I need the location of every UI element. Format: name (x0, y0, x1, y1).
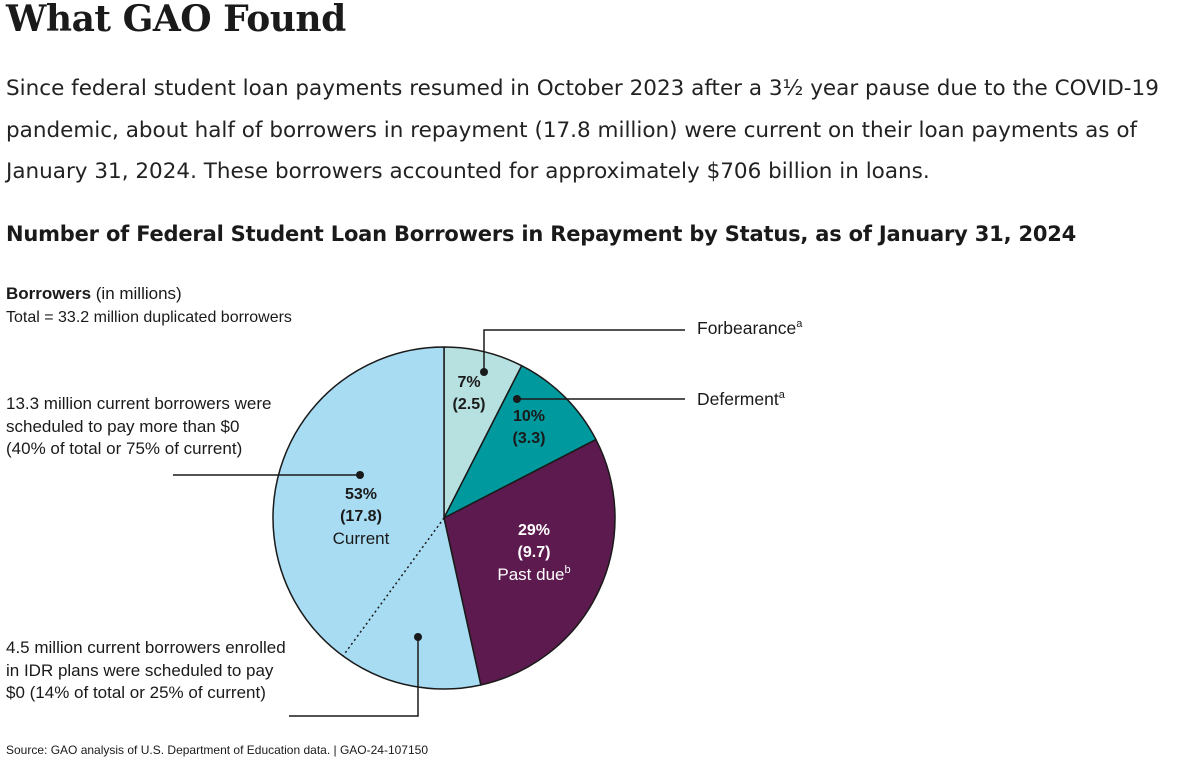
source-note: Source: GAO analysis of U.S. Department of Education data. | GAO-24-107150 (6, 743, 429, 757)
intro-paragraph: Since federal student loan payments resumed in October 2023 after a 3½ year pause due to the COVID-19 pandemic, about half of borrowers in repayment (17.8 million) were current on their loan payments as of January 31, 2024. These borrowers accounted for approximately $706 billion in loans. (6, 76, 1159, 184)
slice-label-past-due-pct: 29% (517, 522, 551, 539)
legend-forbearance-text: Forbearance (697, 318, 797, 338)
unit-label-rest: (in millions) (91, 284, 182, 303)
leader-pay-more-dot (356, 471, 364, 479)
page-heading: What GAO Found (6, 0, 346, 40)
slice-label-deferment-value: (3.3) (512, 430, 546, 447)
legend-forbearance-footnote: a (796, 318, 803, 331)
slice-label-current-value: (17.8) (340, 508, 382, 525)
slice-label-deferment-pct: 10% (512, 408, 546, 425)
total-label: Total = 33.2 million duplicated borrowers (6, 309, 292, 326)
slice-label-current-pct: 53% (344, 486, 378, 503)
legend-forbearance (697, 318, 802, 339)
legend-deferment-footnote: a (778, 389, 785, 402)
legend-deferment (697, 389, 785, 410)
slice-label-past-due-footnote: b (564, 564, 571, 576)
unit-label-bold: Borrowers (6, 284, 92, 303)
chart-title: Number of Federal Student Loan Borrowers in Repayment by Status, as of January 31, 2024 (6, 222, 1077, 246)
slice-label-forbearance-pct: 7% (457, 374, 481, 391)
slice-label-current-name: Current (332, 529, 390, 548)
slice-label-past-due-value: (9.7) (517, 544, 551, 561)
annotation-pay-zero: 4.5 million current borrowers enrolled in IDR plans were scheduled to pay $0 (14% of total or 25% of current) (6, 638, 286, 702)
leader-forbearance-dot (480, 368, 488, 376)
leader-pay-zero-dot (414, 633, 422, 641)
leader-deferment-dot (513, 395, 521, 403)
annotation-pay-more: 13.3 million current borrowers were scheduled to pay more than $0 (40% of total or 75% of current) (6, 394, 272, 458)
legend-deferment-text: Deferment (697, 389, 779, 409)
slice-label-forbearance-value: (2.5) (452, 396, 486, 413)
slice-label-past-due-name: Past due$^b$ (497, 564, 571, 584)
